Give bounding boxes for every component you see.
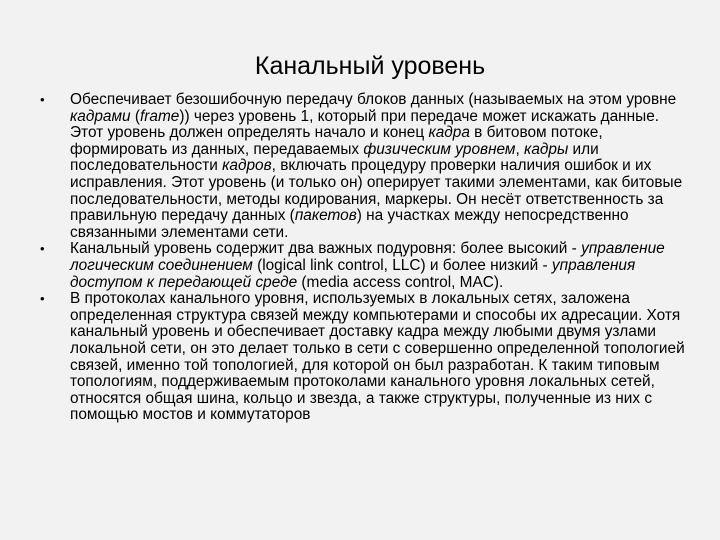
italic-term: управление логическим соединением bbox=[70, 240, 665, 274]
bullet-dot-icon: • bbox=[40, 92, 45, 107]
italic-term: frame bbox=[139, 107, 180, 125]
text-run: ( bbox=[130, 107, 140, 125]
italic-term: управления доступом к передающей среде bbox=[70, 256, 636, 291]
bullet-text bbox=[70, 240, 665, 290]
bullet-item bbox=[40, 241, 685, 291]
bullet-item bbox=[40, 92, 685, 241]
italic-term: кадрами bbox=[70, 107, 131, 125]
italic-term: пакетов bbox=[294, 207, 357, 225]
italic-term: кадры bbox=[524, 140, 569, 158]
text-run: )) через уровень 1, который при передаче может искажать данные. Этот уровень должен определять начало и конец bbox=[70, 107, 660, 142]
italic-term: кадра bbox=[428, 124, 470, 142]
bullet-text bbox=[70, 290, 685, 423]
bullet-text bbox=[70, 91, 682, 241]
text-run: ) на участках между непосредственно связанными элементами сети. bbox=[70, 207, 629, 241]
bullet-dot-icon: • bbox=[40, 291, 45, 307]
text-run: , включать процедуру проверки наличия ошибок и их исправления. Этот уровень (и только он) оперирует такими элементами, как битовые последовательности, методы кодирования, маркеры. Он несёт ответственность за правильную передачу данных ( bbox=[70, 157, 683, 225]
text-run: , bbox=[515, 140, 525, 158]
bullet-list bbox=[40, 92, 685, 424]
text-run: в битовом потоке, формировать из данных, передаваемых bbox=[70, 124, 603, 158]
text-run: Канальный уровень содержит два важных подуровня: более высокий - bbox=[70, 240, 582, 258]
text-run: (media access control, MAC). bbox=[297, 273, 504, 291]
text-run: В протоколах канального уровня, используемых в локальных сетях, заложена определенная структура связей между компьютерами и способы их адресации. Хотя канальный уровень и обеспечивает доставку кадра между любыми двумя узлами локальной сети, он это делает только в сети с совершенно определенной топологией связей, именно той топологией, для которой он был разработан. К таким типовым топологиям, поддерживаемым протоколами канального уровня локальных сетей, относятся общая шина, кольцо и звезда, а также структуры, полученные из них с помощью мостов и коммутаторов bbox=[70, 290, 685, 424]
bullet-item bbox=[40, 291, 685, 424]
text-run: Обеспечивает безошибочную передачу блоков данных (называемых на этом уровне bbox=[70, 91, 677, 108]
slide-title: Канальный уровень bbox=[254, 52, 486, 80]
bullet-dot-icon: • bbox=[40, 241, 45, 257]
text-run: или последовательности bbox=[70, 140, 599, 175]
text-run: (logical link control, LLC) и более низкий - bbox=[252, 256, 552, 274]
italic-term: физическим уровнем bbox=[363, 140, 516, 158]
italic-term: кадров bbox=[222, 157, 272, 175]
